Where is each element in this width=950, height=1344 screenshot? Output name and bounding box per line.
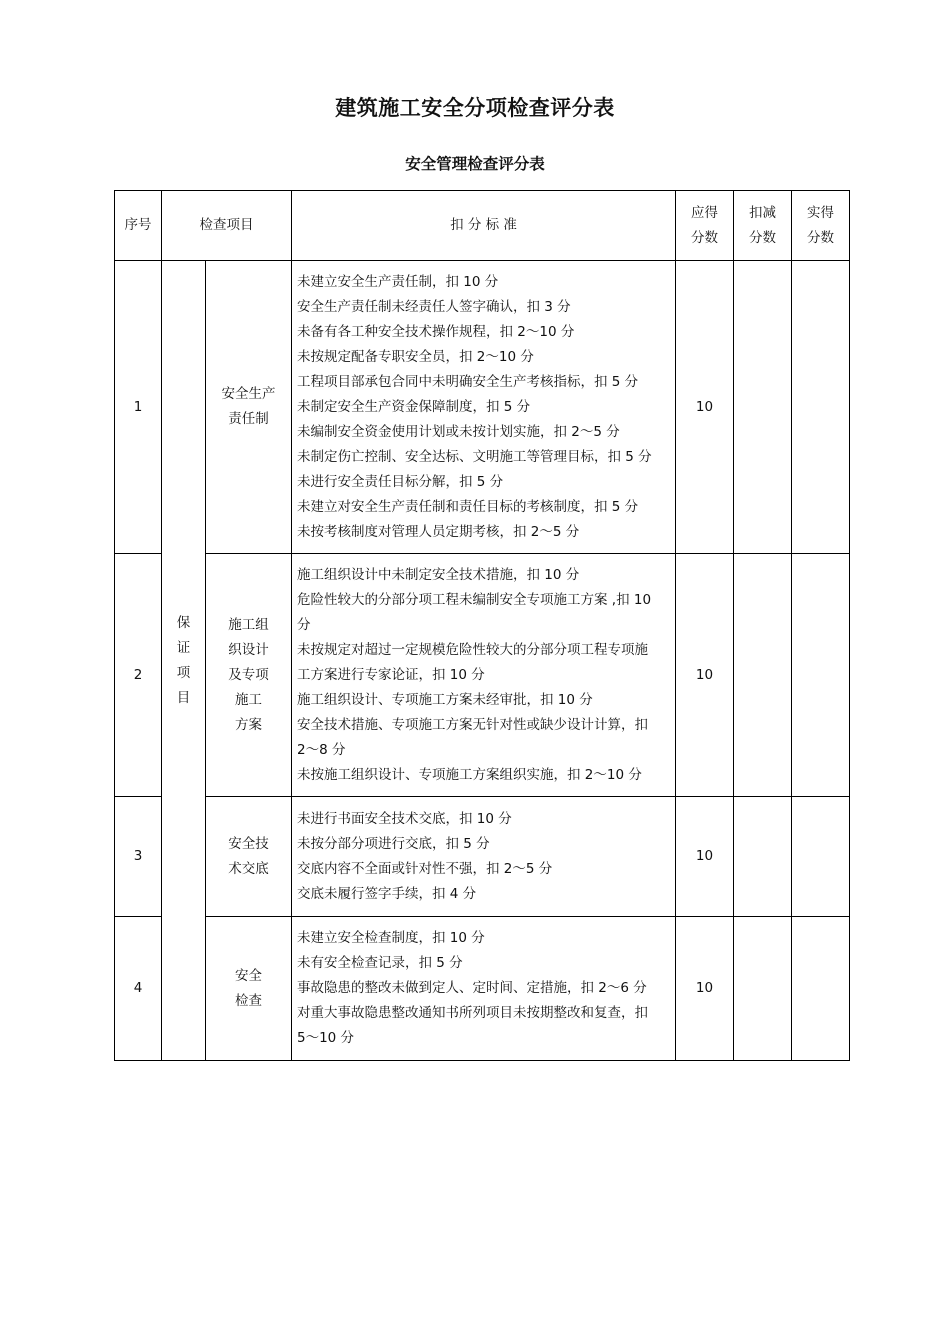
header-actual: 实得 分数 [792, 191, 850, 261]
table-row [115, 797, 850, 917]
row-index: 3 [115, 797, 162, 917]
row-index: 1 [115, 261, 162, 554]
header-full-score: 应得 分数 [676, 191, 734, 261]
row-criteria: 未进行书面安全技术交底，扣 10 分 未按分部分项进行交底，扣 5 分 交底内容不全面或针对性不强，扣 2～5 分 交底未履行签字手续，扣 4 分 [292, 797, 676, 917]
row-actual[interactable] [792, 917, 850, 1061]
row-actual[interactable] [792, 261, 850, 554]
row-actual[interactable] [792, 797, 850, 917]
row-item: 安全 检查 [206, 917, 292, 1061]
score-table [114, 190, 850, 1061]
row-index: 4 [115, 917, 162, 1061]
row-item: 安全技 术交底 [206, 797, 292, 917]
row-deducted[interactable] [734, 797, 792, 917]
row-full-score: 10 [676, 554, 734, 797]
row-criteria: 未建立安全检查制度，扣 10 分 未有安全检查记录，扣 5 分 事故隐患的整改未做到定人、定时间、定措施，扣 2～6 分 对重大事故隐患整改通知书所列项目未按期整改和复查，扣 5～10 分 [292, 917, 676, 1061]
row-criteria: 施工组织设计中未制定安全技术措施，扣 10 分 危险性较大的分部分项工程未编制安全专项施工方案 ,扣 10 分 未按规定对超过一定规模危险性较大的分部分项工程专项施 工方案进行专家论证，扣 10 分 施工组织设计、专项施工方案未经审批，扣 10 分 安全技术措施、专项施工方案无针对性或缺少设计计算，扣 2～8 分 未按施工组织设计、专项施工方案组织实施，扣 2～10 分 [292, 554, 676, 797]
row-criteria: 未建立安全生产责任制，扣 10 分 安全生产责任制未经责任人签字确认，扣 3 分 未备有各工种安全技术操作规程，扣 2～10 分 未按规定配备专职安全员，扣 2～10 分 工程项目部承包合同中未明确安全生产考核指标，扣 5 分 未制定安全生产资金保障制度，扣 5 分 未编制安全资金使用计划或未按计划实施，扣 2～5 分 未制定伤亡控制、安全达标、文明施工等管理目标，扣 5 分 未进行安全责任目标分解，扣 5 分 未建立对安全生产责任制和责任目标的考核制度，扣 5 分 未按考核制度对管理人员定期考核，扣 2～5 分 [292, 261, 676, 554]
row-item: 安全生产 责任制 [206, 261, 292, 554]
row-item: 施工组 织设计 及专项 施工 方案 [206, 554, 292, 797]
header-criteria: 扣 分 标 准 [292, 191, 676, 261]
table-subtitle: 安全管理检查评分表 [405, 155, 545, 173]
group-label: 保 证 项 目 [162, 261, 206, 1061]
document-title: 建筑施工安全分项检查评分表 [335, 96, 615, 120]
header-row [115, 191, 850, 261]
table-row [115, 917, 850, 1061]
row-full-score: 10 [676, 917, 734, 1061]
row-deducted[interactable] [734, 554, 792, 797]
table-row [115, 554, 850, 797]
row-actual[interactable] [792, 554, 850, 797]
row-deducted[interactable] [734, 261, 792, 554]
row-full-score: 10 [676, 261, 734, 554]
table-row [115, 261, 850, 554]
header-deducted: 扣减 分数 [734, 191, 792, 261]
row-full-score: 10 [676, 797, 734, 917]
header-index: 序号 [115, 191, 162, 261]
row-index: 2 [115, 554, 162, 797]
row-deducted[interactable] [734, 917, 792, 1061]
header-item: 检查项目 [162, 191, 292, 261]
